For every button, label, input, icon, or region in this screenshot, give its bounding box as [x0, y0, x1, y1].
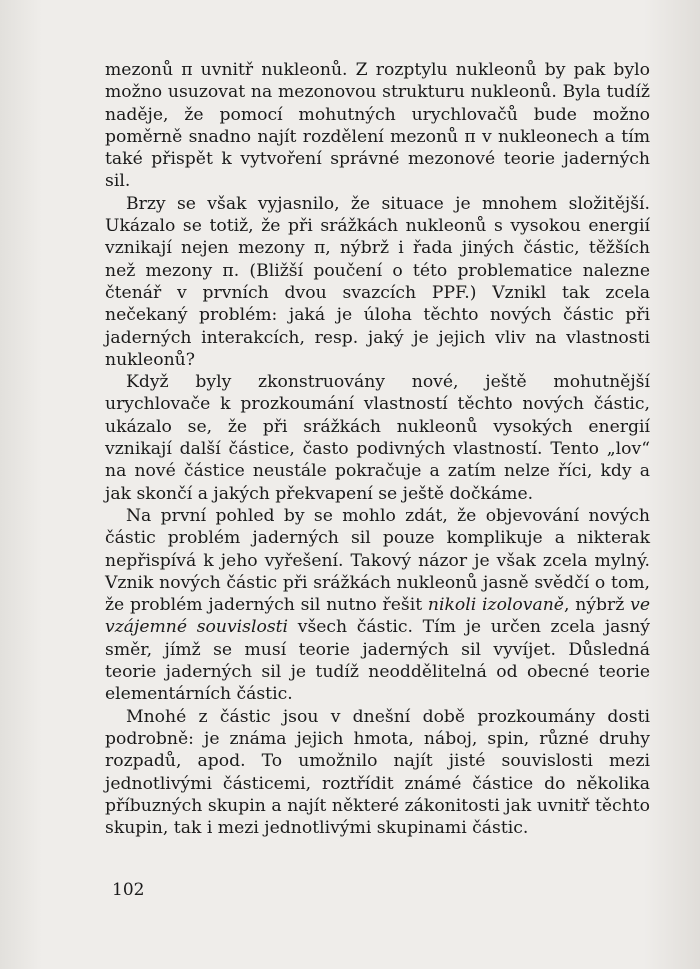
paragraph	[105, 193, 650, 371]
paragraph	[105, 371, 650, 505]
page-number: 102	[112, 880, 145, 900]
body-text	[105, 59, 650, 839]
paragraph	[105, 505, 650, 706]
paragraph-text: mezonů π uvnitř nukleonů. Z rozptylu nukleonů by pak bylo možno usuzovat na mezonovou strukturu nukleonů. Byla tudíž naděje, že pomocí mohutných urychlovačů bude možno poměrně snadno najít rozdělení mezonů π v nukleonech a tím také přispět k vytvoření správné mezonové teorie jaderných sil.	[105, 60, 650, 192]
paragraph	[105, 59, 650, 193]
italic-phrase: ve vzájemné souvislosti	[105, 595, 650, 638]
paragraph-text: Brzy se však vyjasnilo, že situace je mnohem složitější. Ukázalo se totiž, že při srážkách nukleonů s vysokou energií vznikají nejen mezony π, nýbrž i řada jiných částic, těžších než mezony π. (Bližší poučení o této problematice nalezne čtenář v prvních dvou svazcích PPF.) Vznikl tak zcela nečekaný problém: jaká je úloha těchto nových částic při jaderných interakcích, resp. jaký je jejich vliv na vlastnosti nukleonů?	[105, 193, 650, 370]
italic-phrase: nikoli izolovaně	[427, 595, 564, 616]
paragraph-text: všech částic. Tím je určen zcela jasný směr, jímž se musí teorie jaderných sil vyvíjet. Důsledná teorie jaderných sil je tudíž neoddělitelná od obecné teorie elementárních částic.	[105, 617, 650, 705]
paragraph-text: , nýbrž	[563, 595, 631, 616]
paragraph-text: Na první pohled by se mohlo zdát, že objevování nových částic problém jaderných sil pouze komplikuje a nikterak nepřispívá k jeho vyřešení. Takový názor je však zcela mylný. Vznik nových částic při srážkách nukleonů jasně svědčí o tom, že problém jaderných sil nutno řešit	[105, 505, 650, 616]
paragraph	[105, 706, 650, 840]
paragraph-text: Mnohé z částic jsou v dnešní době prozkoumány dosti podrobně: je známa jejich hmota, náboj, spin, různé druhy rozpadů, apod. To umožnilo najít jisté souvislosti mezi jednotlivými částicemi, roztřídit známé částice do několika příbuzných skupin a najít některé zákonitosti jak uvnitř těchto skupin, tak i mezi jednotlivými skupinami částic.	[105, 706, 650, 839]
paragraph-text: Když byly zkonstruovány nové, ještě mohutnější urychlovače k prozkoumání vlastností těchto nových částic, ukázalo se, že při srážkách nukleonů vysokých energií vznikají další částice, často podivných vlastností. Tento „lov“ na nové částice neustále pokračuje a zatím nelze říci, kdy a jak skončí a jakých překvapení se ještě dočkáme.	[105, 372, 650, 504]
